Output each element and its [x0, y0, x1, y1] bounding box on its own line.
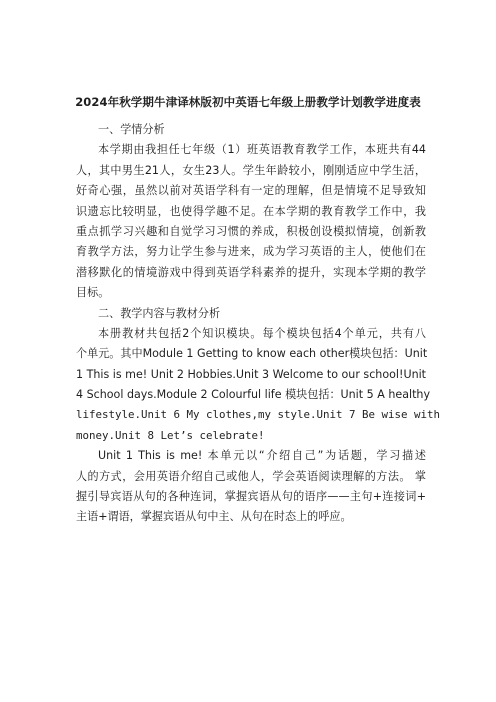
paragraph-line: 目标。 [76, 286, 110, 300]
paragraph-line: 识遗忘比较明显，也使得学趣不足。在本学期的教育教学工作中，我 [76, 204, 426, 218]
paragraph-line: 个单元。其中Module 1 Getting to know each other模块包括：Unit [76, 347, 428, 361]
paragraph-line: 人，其中男生21人，女生23人。学生年龄较小，刚刚适应中学生活， [76, 163, 426, 177]
paragraph-line: 本学期由我担任七年级（1）班英语教育教学工作，本班共有44 [98, 143, 426, 157]
document-body [76, 120, 441, 528]
paragraph-line: money.Unit 8 Let’s celebrate! [76, 428, 265, 442]
document-title: 2024年秋学期牛津译林版初中英语七年级上册教学计划教学进度表 [75, 95, 421, 109]
paragraph-line: 人的方式，会用英语介绍自己或他人，学会英语阅读理解的方法。 掌 [76, 469, 426, 483]
paragraph-line: 本册教材共包括2个知识模块。每个模块包括4个单元，共有八 [98, 326, 426, 340]
section-heading-content-analysis: 二、教学内容与教材分析 [98, 306, 221, 320]
paragraph-line: lifestyle.Unit 6 My clothes,my style.Unit 7 Be wise with [76, 408, 441, 422]
paragraph-line: 主语+谓语，掌握宾语从句中主、从句在时态上的呼应。 [76, 510, 352, 524]
section-heading-student-analysis: 一、学情分析 [98, 123, 165, 136]
paragraph-line: 潜移默化的情境游戏中得到英语学科素养的提升，实现本学期的教学 [76, 265, 426, 279]
paragraph-line: 重点抓学习兴趣和自觉学习习惯的养成，积极创设模拟情境，创新教 [76, 224, 426, 238]
paragraph-line: Unit 1 This is me! 本单元以“介绍自己”为话题，学习描述 [98, 449, 426, 463]
paragraph-line: 4 School days.Module 2 Colourful life 模块包括：Unit 5 A healthy [76, 388, 431, 402]
paragraph-line: 育教学方法，努力让学生参与进来，成为学习英语的主人，使他们在 [76, 245, 426, 259]
paragraph-line: 握引导宾语从句的各种连词，掌握宾语从句的语序——主句+连接词+ [76, 490, 426, 504]
paragraph-line: 1 This is me! Unit 2 Hobbies.Unit 3 Welcome to our school!Unit [76, 367, 427, 381]
paragraph-line: 好奇心强，虽然以前对英语学科有一定的理解，但是情境不足导致知 [76, 184, 426, 198]
